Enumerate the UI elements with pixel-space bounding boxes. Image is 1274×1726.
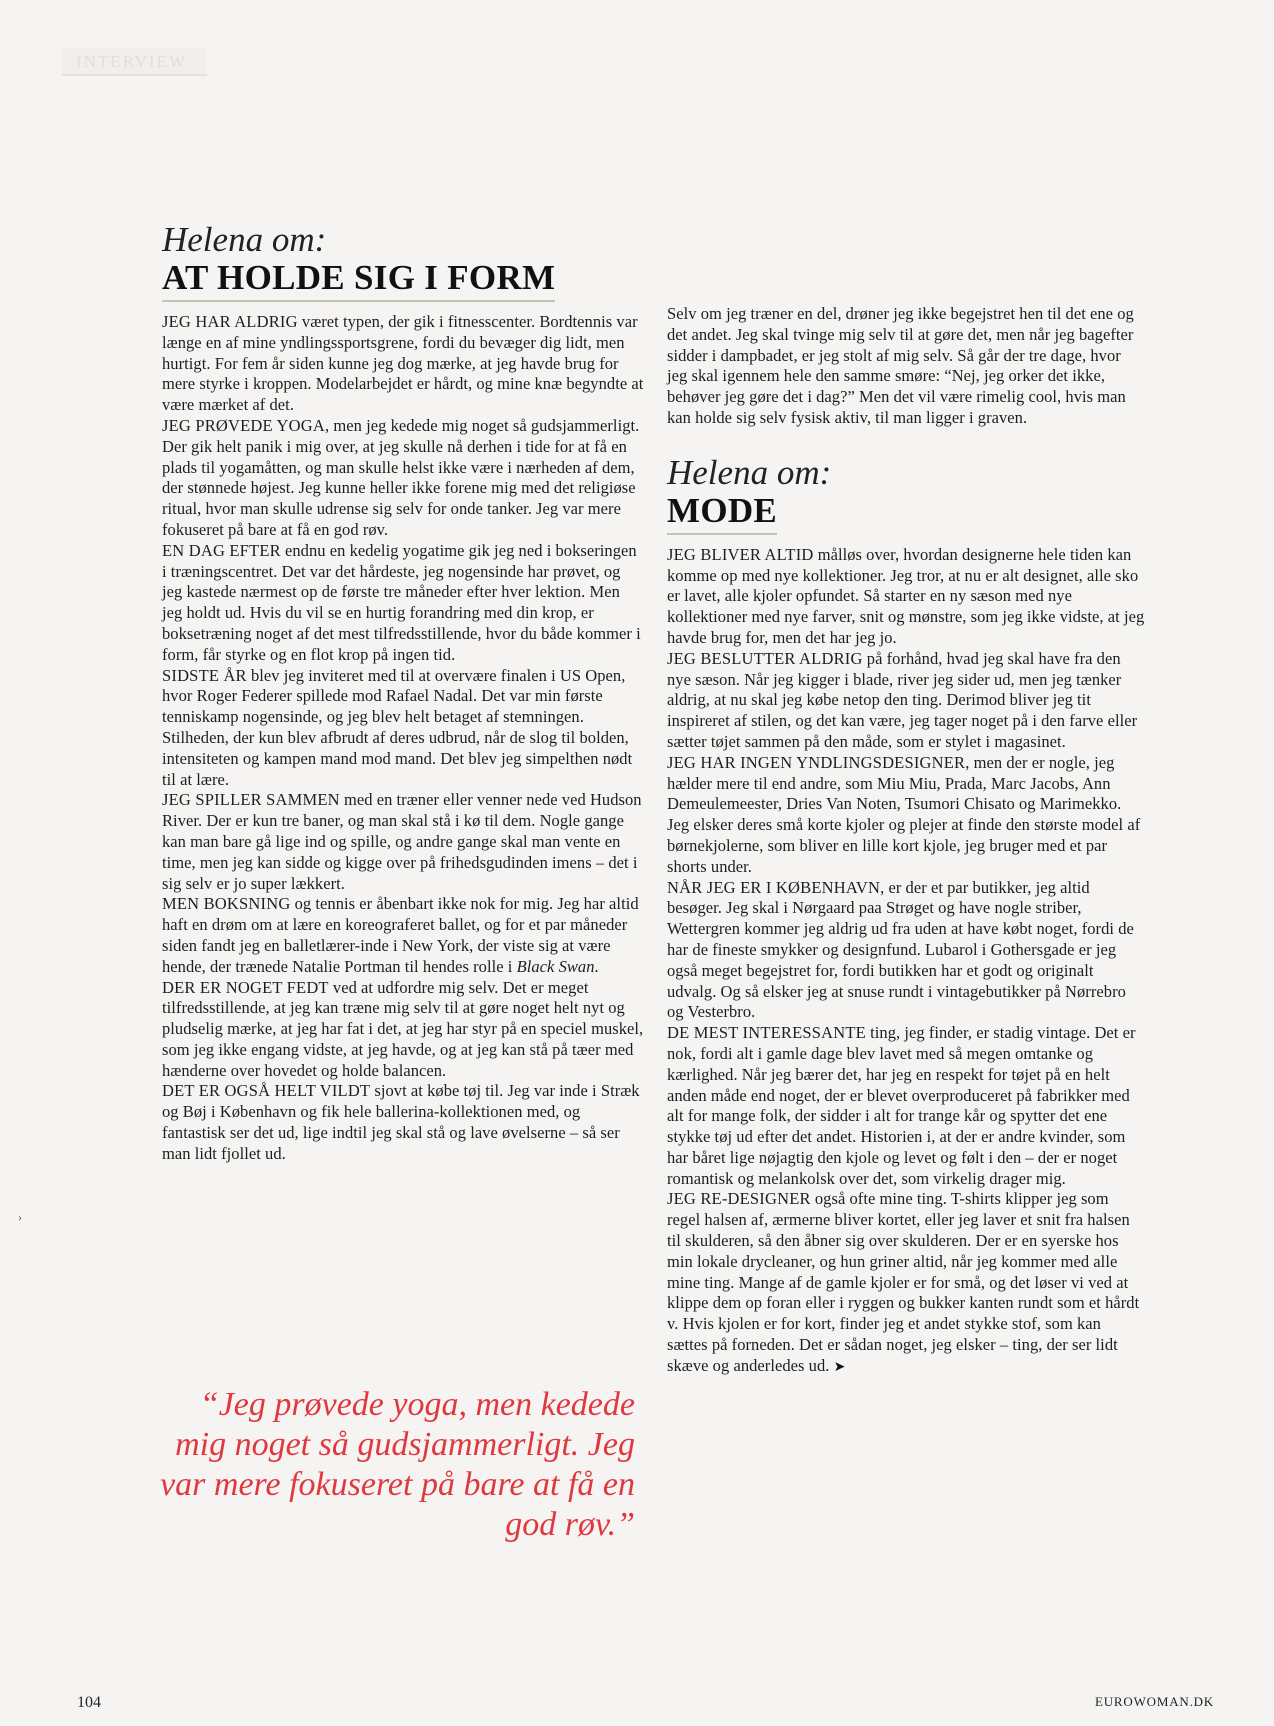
paragraph-text: med en træner eller venner nede ved Hudson River. Der er kun tre baner, og man skal stå i kø til dem. Nogle gange kan man bare gå lige ind og spille, og andre gange skal man vente en time, men jeg kan sidde og kigge over på frihedsgudinden imens – det i sig selv er jo super lækkert. bbox=[162, 790, 642, 893]
paragraph-text: ved at udfordre mig selv. Det er meget tilfredsstillende, at jeg kan træne mig selv til at gøre noget helt nyt og pludselig mærke, at jeg har fat i det, at jeg har styr på en speciel muskel, som jeg ikke engang vidste, at jeg havde, og at jeg kan stå på tæer med hænderne over hovedet og holde balancen. bbox=[162, 977, 644, 1080]
right-column bbox=[667, 300, 1145, 1379]
right-intro bbox=[667, 304, 1145, 429]
paragraph-lead: JEG RE-DESIGNER bbox=[667, 1189, 811, 1209]
paragraph: Selv om jeg træner en del, drøner jeg ikke begejstret hen til det ene og det andet. Jeg skal tvinge mig selv til at gøre det, men når jeg bagefter sidder i dampbadet, er jeg stolt af mig selv. Så går der tre dage, hvor jeg skal igennem hele den samme smøre: “Nej, jeg orker det ikke, behøver jeg gøre det i dag?” Men det vil være rimelig cool, hvis man kan holde sig selv fysisk aktiv, til man ligger i graven. bbox=[667, 304, 1134, 427]
right-heading-kicker: Helena om: bbox=[667, 452, 832, 492]
paragraph-text: været typen, der gik i fitnesscenter. Bordtennis var længe en af mine yndlingssportsgrene, fordi du bevæger dig lidt, men hurtigt. For fem år siden kunne jeg dog mærke, at jeg havde brug for mere styrke i kroppen. Modelarbejdet er hårdt, og mine knæ begyndte at være mærket af det. bbox=[162, 312, 644, 415]
paragraph-lead: JEG HAR ALDRIG bbox=[162, 312, 298, 331]
paragraph bbox=[667, 545, 1145, 649]
paragraph-lead: DER ER NOGET FEDT bbox=[162, 977, 329, 997]
paragraph-text: , men der er nogle, jeg hælder mere til end andre, som Miu Miu, Prada, Marc Jacobs, Ann Demeulemeester, Dries Van Noten, Tsumori Chisato og Marimekko. Jeg elsker deres små korte kjoler og plejer at finde den største model af børnekjolerne, som bliver en lille kort kjole, jeg bruger med et par shorts under. bbox=[667, 752, 1141, 876]
paragraph bbox=[667, 649, 1145, 753]
left-heading-title: AT HOLDE SIG I FORM bbox=[162, 258, 555, 302]
paragraph-lead: JEG BESLUTTER ALDRIG bbox=[667, 648, 863, 668]
site-name: EUROWOMAN.DK bbox=[1094, 1694, 1214, 1709]
paragraph bbox=[162, 978, 644, 1082]
left-column bbox=[162, 222, 644, 1165]
right-heading bbox=[667, 452, 1145, 541]
paragraph-text: og tennis er åbenbart ikke nok for mig. Jeg har altid haft en drøm om at lære en koreograferet ballet, og for et par måneder siden fandt jeg en balletlærer-inde i New York, der viste sig at være hende, der trænede Natalie Portman til hendes rolle i bbox=[162, 894, 639, 976]
left-heading-kicker: Helena om: bbox=[162, 220, 327, 259]
paragraph-lead: JEG SPILLER SAMMEN bbox=[162, 790, 340, 810]
paragraph bbox=[162, 541, 644, 666]
paragraph-lead: JEG BLIVER ALTID bbox=[667, 544, 814, 564]
paragraph-text: , er der et par butikker, jeg altid besøger. Jeg skal i Nørgaard paa Strøget og have nogle striber, Wettergren kommer jeg aldrig ud fra uden at have købt noget, fordi de har de fineste smykker og designfund. Lubarol i Gothersgade er jeg også meget begejstret for, fordi butikken har et godt og originalt udvalg. Og så elsker jeg at snuse rundt i vintagebutikker på Nørrebro og Vesterbro. bbox=[667, 877, 1134, 1022]
paragraph-text: blev jeg inviteret med til at overvære finalen i US Open, hvor Roger Federer spillede mod Rafael Nadal. Det var min første tenniskamp nogensinde, og jeg blev helt betaget af stemningen. Stilheden, der kun blev afbrudt af deres udbrud, når de slog til bolden, intensiteten og kampen mand mod mand. Det blev jeg simpelthen nødt til at lære. bbox=[162, 665, 633, 789]
left-body bbox=[162, 312, 644, 1165]
paragraph-text: på forhånd, hvad jeg skal have fra den nye sæson. Når jeg kigger i blade, river jeg sider ud, men jeg tænker aldrig, at nu skal jeg købe netop den ting. Derimod bliver jeg tit inspireret af stilen, og det kan være, jeg tager noget på i den farve eller sætter tøjet sammen på den måde, som er stylet i magasinet. bbox=[667, 648, 1138, 751]
paragraph-lead: DET ER OGSÅ HELT VILDT bbox=[162, 1081, 371, 1101]
paragraph-text: , men jeg kedede mig noget så gudsjammerligt. Der gik helt panik i mig over, at jeg skulle nå derhen i tide for at få en plads til yogamåtten, og man skulle helst ikke være i nærheden af dem, der stønnede højest. Jeg kunne heller ikke forene mig med det religiøse ritual, hvor man skulle udrense sig selv for onde tanker. Jeg var mere fokuseret på bare at få en god røv. bbox=[162, 415, 640, 539]
right-heading-title: MODE bbox=[667, 491, 777, 535]
paragraph-text: ting, jeg finder, er stadig vintage. Det er nok, fordi alt i gamle dage blev lavet med så megen omtanke og kærlighed. Når jeg bærer det, har jeg en respekt for tøjet på en helt anden måde end noget, der er blevet overproduceret på fabrikker med alt for mange folk, der sidder i alt for trange kår og spytter det ene stykke tøj ud efter det andet. Historien i, at der er andre kvinder, som har båret lige nøjagtig den kjole og levet og følt i den – der er noget romantisk og melankolsk over det, som virkelig drager mig. bbox=[667, 1023, 1136, 1188]
section-tag: INTERVIEW bbox=[62, 48, 207, 76]
paragraph-lead: DE MEST INTERESSANTE bbox=[667, 1023, 866, 1043]
paragraph bbox=[162, 666, 644, 791]
pull-quote: “Jeg prøvede yoga, men kedede mig noget så gudsjammerligt. Jeg var mere fokuseret på bare at få en god røv.” bbox=[160, 1386, 635, 1543]
paragraph-text-end: . bbox=[594, 956, 599, 976]
paragraph-lead: NÅR JEG ER I KØBENHAVN bbox=[667, 877, 881, 897]
paragraph-lead: JEG HAR INGEN YNDLINGSDESIGNER bbox=[667, 752, 966, 772]
continue-arrow-icon: ➤ bbox=[833, 1359, 846, 1375]
paragraph bbox=[162, 416, 644, 541]
paragraph bbox=[667, 1023, 1145, 1189]
film-title: Black Swan bbox=[516, 956, 595, 976]
paragraph bbox=[162, 1081, 644, 1164]
paragraph bbox=[667, 1189, 1145, 1378]
paragraph-lead: EN DAG EFTER bbox=[162, 540, 281, 560]
scan-mark: › bbox=[18, 1210, 22, 1224]
paragraph-text: målløs over, hvordan designerne hele tiden kan komme op med nye kollektioner. Jeg tror, at nu er alt designet, alle sko er lavet, alle kjoler opfundet. Så starter en ny sæson med nye kollektioner med nye farver, snit og mønstre, som jeg ikke vidste, at jeg havde brug for, men det har jeg jo. bbox=[667, 544, 1145, 647]
page-number: 104 bbox=[77, 1694, 101, 1711]
paragraph-lead: JEG PRØVEDE YOGA bbox=[162, 415, 326, 435]
paragraph-text: sjovt at købe tøj til. Jeg var inde i Stræk og Bøj i København og fik hele ballerina-kollektionen med, og fantastisk ser det ud, lige indtil jeg skal stå og lave øvelserne – så ser man lidt fjollet ud. bbox=[162, 1081, 640, 1163]
paragraph-text: endnu en kedelig yogatime gik jeg ned i bokseringen i træningscentret. Det var det hårdeste, jeg nogensinde har prøvet, og jeg kastede nærmest op de første tre måneder efter hver lektion. Men jeg holdt ud. Hvis du vil se en hurtig forandring med din krop, er boksetræning noget af det mest tilfredsstillende, hvor du både kommer i form, får styrke og en flot krop på ingen tid. bbox=[162, 540, 641, 664]
right-body bbox=[667, 545, 1145, 1379]
paragraph bbox=[162, 790, 644, 894]
paragraph bbox=[667, 753, 1145, 878]
paragraph-text: også ofte mine ting. T-shirts klipper jeg som regel halsen af, ærmerne bliver kortet, eller jeg laver et snit fra halsen til skulderen, så den åbner sig over skulderen. Der er en syerske hos min lokale drycleaner, og hun griner altid, når jeg kommer med alle mine ting. Mange af de gamle kjoler er for små, og det løser vi ved at klippe dem op foran eller i ryggen og bukker kanten rundt som et hårdt v. Hvis kjolen er for kort, finder jeg et andet stykke stof, som kan sættes på forneden. Det er sådan noget, jeg elsker – ting, der ser lidt skæve og anderledes ud. bbox=[667, 1189, 1140, 1375]
paragraph-lead: MEN BOKSNING bbox=[162, 894, 291, 914]
paragraph bbox=[162, 894, 644, 977]
paragraph bbox=[667, 878, 1145, 1024]
paragraph bbox=[162, 312, 644, 416]
paragraph-lead: SIDSTE ÅR bbox=[162, 665, 247, 685]
